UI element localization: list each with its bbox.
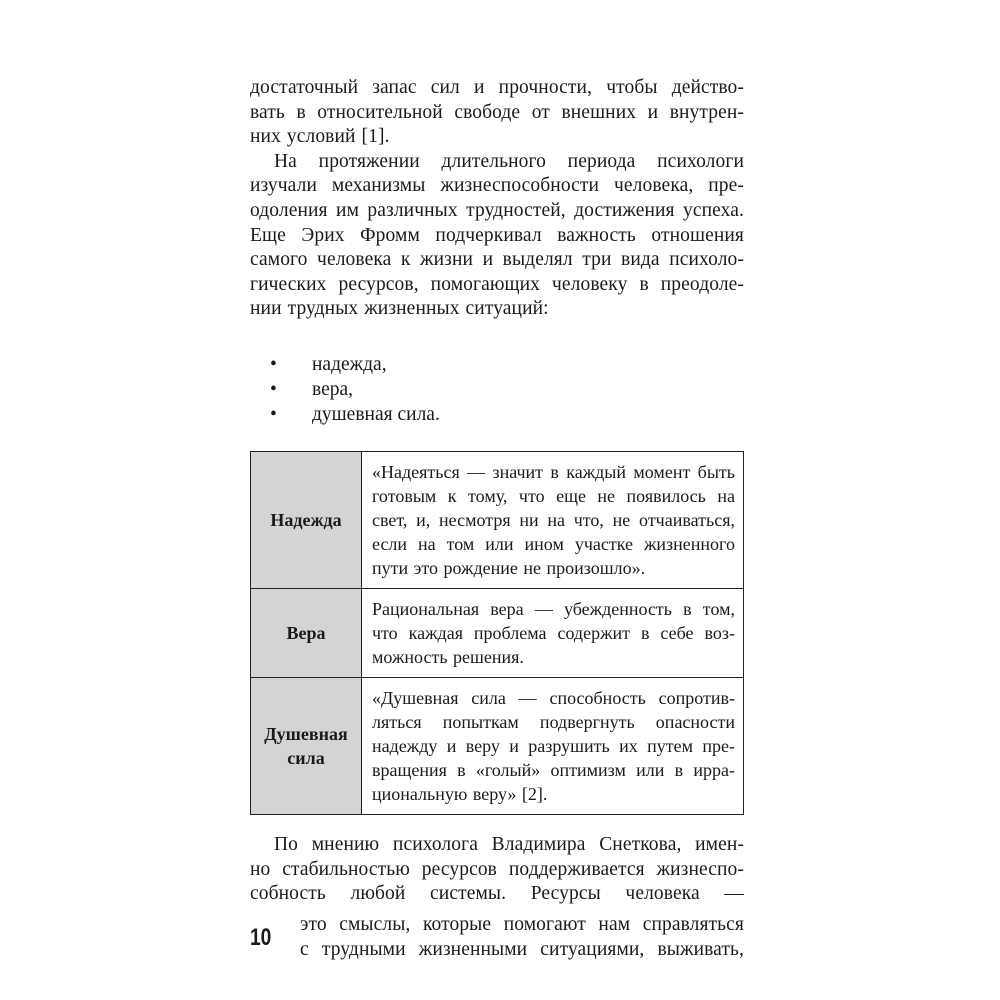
text-line: одоления им различных трудностей, достижения успеха. [250,199,744,221]
text-line: нии трудных жизненных ситуаций: [250,298,549,320]
text-line: гических ресурсов, помогающих человеку в преодоле- [250,273,744,295]
text-line: Рациональная вера — убежденность в том, [372,598,735,619]
list-item-text: надежда, [312,353,387,375]
table-term-cell [251,677,362,814]
table-row [251,451,744,588]
table-row [251,588,744,677]
table-description-cell [362,451,744,588]
text-line: с трудными жизненными ситуациями, выживать, [300,938,744,960]
term-label: сила [287,747,325,768]
text-line: вать в относительной свободе от внешних и внутрен- [250,101,744,123]
text-line: пути это рождение не произошло». [372,557,646,578]
text-line: циональную веру» [2]. [372,783,548,804]
text-line: если на том или ином участке жизненного [372,533,735,554]
list-item [250,402,744,427]
text-line: самого человека к жизни и выделял три вида психоло- [250,249,744,271]
bullet-icon: • [270,353,277,375]
paragraph-2 [250,150,744,322]
paragraph-3 [250,833,744,907]
table-description-cell [362,588,744,677]
list-item-text: душевная сила. [312,403,440,425]
paragraph-3-continued [300,913,744,962]
text-line: «Надеяться — значит в каждый момент быть [372,461,735,482]
text-line: надежду и веру и разрушить их путем пре- [372,735,735,756]
bullet-icon: • [270,378,277,400]
text-line: изучали механизмы жизнеспособности человека, пре- [250,175,744,197]
page-number: 10 [250,924,272,951]
page-body [250,76,744,907]
paragraph-1 [250,76,744,150]
list-item [250,377,744,402]
resources-table [250,451,744,815]
text-line: «Душевная сила — способность сопротив- [372,687,735,708]
text-line: ляться попыткам подвергнуть опасности [372,711,735,732]
table-term-cell [251,588,362,677]
table-term-cell [251,451,362,588]
text-line: собность любой системы. Ресурсы человека — [250,883,744,905]
text-line: достаточный запас сил и прочности, чтобы действо- [250,77,744,98]
text-line: но стабильностью ресурсов поддерживается жизнеспо- [250,858,744,880]
table-row [251,677,744,814]
text-line: что каждая проблема содержит в себе воз- [372,622,735,643]
term-label: Вера [286,622,326,643]
bullet-list [250,352,744,427]
list-item [250,352,744,377]
table-description-cell [362,677,744,814]
list-item-text: вера, [312,378,354,400]
term-label: Надежда [270,509,342,530]
text-line: свет, и, несмотря ни на что, не отчаиваться, [372,509,735,530]
text-line: По мнению психолога Владимира Снеткова, имен- [274,833,744,855]
term-label: Душевная [264,723,348,744]
text-line: готовым к тому, что еще не появилось на [372,485,735,506]
text-line: это смыслы, которые помогают нам справляться [300,914,744,935]
bullet-icon: • [270,403,277,425]
text-line: Еще Эрих Фромм подчеркивал важность отношения [250,224,744,246]
text-line: вращения в «голый» оптимизм или в ирра- [372,759,735,780]
text-line: них условий [1]. [250,126,390,148]
text-line: можность решения. [372,646,524,667]
text-line: На протяжении длительного периода психологи [274,150,744,172]
